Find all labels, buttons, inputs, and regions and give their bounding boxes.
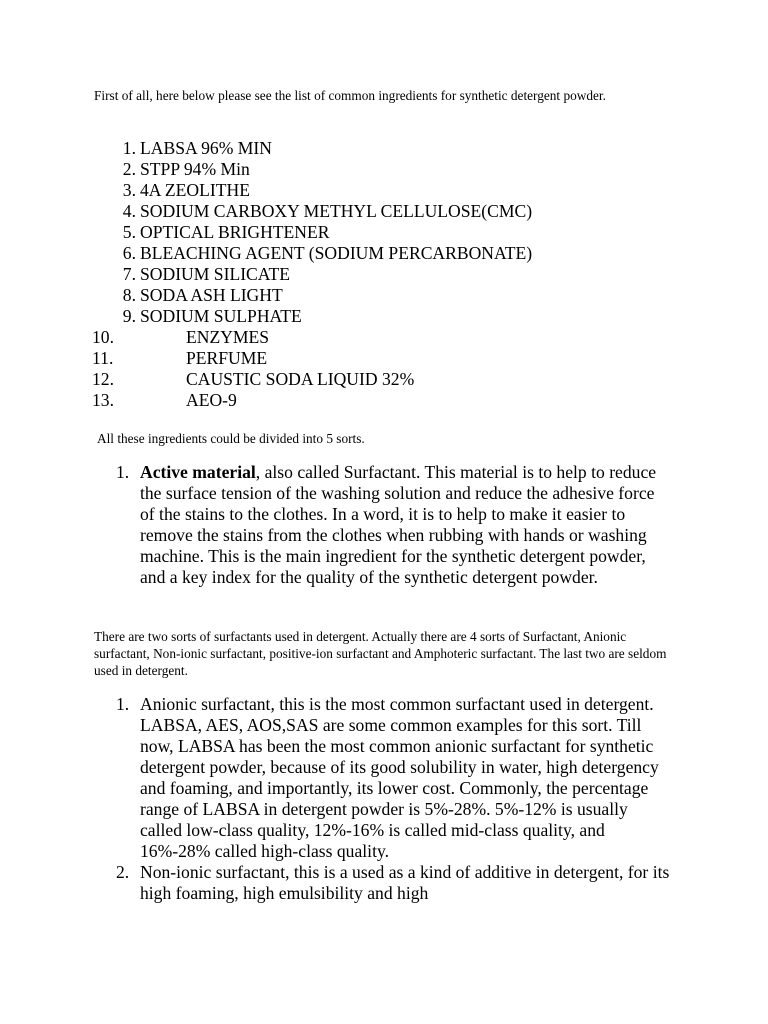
item-text: SODA ASH LIGHT — [140, 285, 283, 305]
list-item — [0, 306, 768, 327]
item-text: ENZYMES — [186, 327, 270, 347]
list-item — [0, 348, 768, 369]
item-number: 8. — [122, 285, 136, 305]
item-text: STPP 94% Min — [140, 159, 250, 179]
item-number: 1. — [116, 462, 130, 482]
item-text: Non-ionic surfactant, this is a used as a kind of additive in detergent, for its high foaming, high emulsibility and high — [140, 862, 670, 903]
list-item — [0, 243, 768, 264]
list-item — [0, 390, 768, 411]
ingredients-list — [0, 138, 768, 411]
item-text: SODIUM CARBOXY METHYL CELLULOSE(CMC) — [140, 201, 533, 221]
item-text: SODIUM SULPHATE — [140, 306, 302, 326]
item-body — [140, 462, 672, 588]
list-item — [0, 180, 768, 201]
item-number: 6. — [122, 243, 136, 263]
item-text: 4A ZEOLITHE — [140, 180, 250, 200]
list-item — [0, 462, 768, 588]
list-item — [0, 264, 768, 285]
item-text: BLEACHING AGENT (SODIUM PERCARBONATE) — [140, 243, 533, 263]
item-number: 2. — [122, 159, 136, 179]
active-material-list — [0, 462, 768, 588]
item-text: CAUSTIC SODA LIQUID 32% — [186, 369, 415, 389]
item-number: 9. — [122, 306, 136, 326]
item-number: 5. — [122, 222, 136, 242]
item-text: Anionic surfactant, this is the most common surfactant used in detergent. LABSA, AES, AOS,SAS are some common examples for this sort. Till now, LABSA has been the most common anionic surfactant for synthetic detergent powder, because of its good solubility in water, high detergency and foaming, and importantly, its lower cost. Commonly, the percentage range of LABSA in detergent powder is 5%-28%. 5%-12% is usually called low-class quality, 12%-16% is called mid-class quality, and 16%-28% called high-class quality. — [140, 694, 659, 861]
item-text: , also called Surfactant. This material is to help to reduce the surface tension of the washing solution and reduce the adhesive force of the stains to the clothes. In a word, it is to help to make it easier to remove the stains from the clothes when rubbing with hands or washing machine. This is the main ingredient for the synthetic detergent powder, and a key index for the quality of the synthetic detergent powder. — [140, 462, 657, 587]
list-item — [0, 222, 768, 243]
list-item — [0, 159, 768, 180]
item-number: 3. — [122, 180, 136, 200]
item-text: LABSA 96% MIN — [140, 138, 272, 158]
item-text: PERFUME — [186, 348, 268, 368]
item-text: OPTICAL BRIGHTENER — [140, 222, 330, 242]
list-item — [0, 327, 768, 348]
item-number: 1. — [116, 694, 130, 714]
item-number: 10. — [92, 327, 114, 347]
item-number: 7. — [122, 264, 136, 284]
item-number: 11. — [92, 348, 114, 368]
item-text: SODIUM SILICATE — [140, 264, 291, 284]
item-number: 13. — [92, 390, 114, 410]
sorts-intro-paragraph: All these ingredients could be divided into 5 sorts. — [97, 431, 365, 446]
list-item — [0, 138, 768, 159]
list-item — [0, 201, 768, 222]
list-item — [0, 285, 768, 306]
intro-paragraph: First of all, here below please see the list of common ingredients for synthetic detergent powder. — [94, 88, 606, 103]
item-number: 1. — [122, 138, 136, 158]
item-number: 4. — [122, 201, 136, 221]
list-item — [0, 369, 768, 390]
item-text: AEO-9 — [186, 390, 237, 410]
item-number: 2. — [116, 862, 130, 882]
item-number: 12. — [92, 369, 114, 389]
surfactant-list — [0, 694, 768, 904]
list-item — [0, 694, 768, 862]
surfactant-intro-paragraph: There are two sorts of surfactants used in detergent. Actually there are 4 sorts of Surfactant, Anionic surfactant, Non-ionic surfactant, positive-ion surfactant and Amphoteric surfactant. The last two are seldom used in detergent. — [94, 629, 667, 678]
item-heading: Active material — [140, 462, 256, 482]
list-item — [0, 862, 768, 904]
